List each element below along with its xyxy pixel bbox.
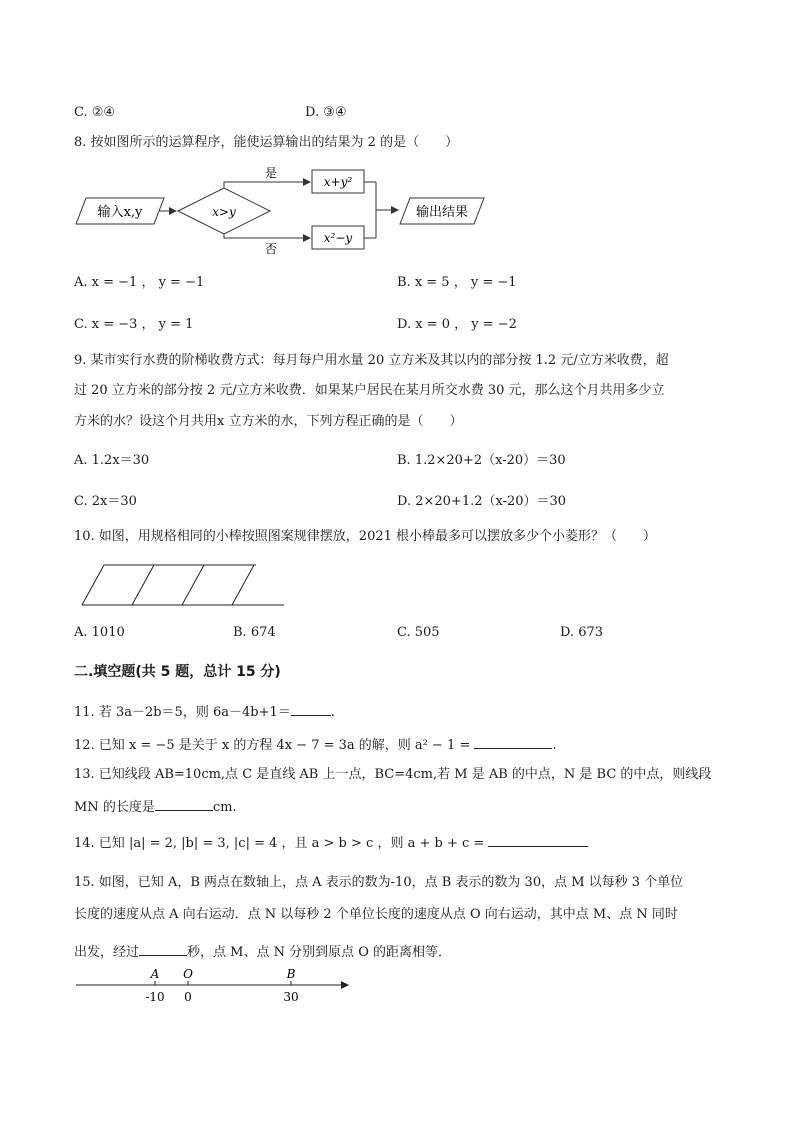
q12-answer-blank[interactable] bbox=[474, 734, 552, 749]
axis-point-b-value: 30 bbox=[283, 990, 299, 1004]
no-expr: x²−y bbox=[323, 231, 353, 245]
q8-stem: 8. 按如图所示的运算程序，能使运算输出的结果为 2 的是（ ） bbox=[74, 135, 459, 150]
q10-option-c: C. 505 bbox=[397, 625, 440, 640]
q10-option-a: A. 1010 bbox=[74, 625, 125, 640]
q15-line-2: 长度的速度从点 A 向右运动．点 N 以每秒 2 个单位长度的速度从点 O 向右运动，其中点 M、点 N 同时 bbox=[74, 907, 678, 922]
q15-line-3-b: 秒，点 M、点 N 分别到原点 O 的距离相等． bbox=[187, 945, 452, 960]
q14-text: 14. 已知 |a| = 2, |b| = 3, |c| = 4 ，且 a > b > c ，则 a + b + c = bbox=[74, 836, 485, 851]
q9-line-3: 方米的水？设这个月共用x 立方米的水，下列方程正确的是（ ） bbox=[74, 414, 463, 429]
q15-line-3 bbox=[74, 941, 451, 963]
q15-answer-blank[interactable] bbox=[139, 941, 187, 956]
q10-option-d: D. 673 bbox=[560, 625, 604, 640]
q8-option-b: B. x = 5 ， y = −1 bbox=[397, 275, 517, 290]
q8-flowchart bbox=[72, 160, 492, 256]
q12 bbox=[74, 734, 557, 756]
q9-option-a: A. 1.2x＝30 bbox=[74, 453, 150, 468]
q13-line-2 bbox=[74, 796, 237, 818]
q10-rhombus-figure bbox=[80, 562, 290, 610]
q15-number-line bbox=[72, 962, 362, 1008]
q13-answer-blank[interactable] bbox=[155, 796, 213, 811]
axis-point-a-label: A bbox=[150, 967, 160, 981]
q9-line-2: 过 20 立方米的部分按 2 元/立方米收费．如果某户居民在某月所交水费 30 元，那么这个月共用多少立 bbox=[74, 383, 665, 398]
input-label: 输入x,y bbox=[97, 205, 143, 220]
condition-label: x>y bbox=[212, 205, 236, 219]
axis-point-o-label: O bbox=[183, 967, 193, 981]
q12-end: . bbox=[552, 738, 557, 753]
yes-expr: x+y² bbox=[323, 175, 353, 189]
q15-line-3-a: 出发，经过 bbox=[74, 945, 140, 960]
output-label: 输出结果 bbox=[415, 205, 469, 220]
q9-option-d: D. 2×20+1.2（x-20）＝30 bbox=[397, 494, 567, 509]
q9-line-1: 9. 某市实行水费的阶梯收费方式：每月每户用水量 20 立方米及其以内的部分按 1.2 元/立方米收费，超 bbox=[74, 353, 669, 368]
q10-stem: 10. 如图，用规格相同的小棒按照图案规律摆放，2021 根小棒最多可以摆放多少个小菱形？（ ） bbox=[74, 529, 657, 544]
q7-option-d: D. ③④ bbox=[305, 105, 347, 120]
q11-text: 11. 若 3a－2b＝5，则 6a－4b+1＝ bbox=[74, 705, 291, 720]
q13-line-2-text: MN 的长度是 bbox=[74, 800, 155, 815]
q11-end: . bbox=[330, 705, 335, 720]
section-2-title: 二.填空题(共 5 题，总计 15 分) bbox=[74, 664, 281, 680]
q9-option-c: C. 2x＝30 bbox=[74, 494, 137, 509]
q7-option-c: C. ②④ bbox=[74, 105, 116, 120]
q9-option-b: B. 1.2×20+2（x-20）＝30 bbox=[397, 453, 566, 468]
q8-option-a: A. x = −1 ， y = −1 bbox=[74, 275, 205, 290]
q10-option-b: B. 674 bbox=[233, 625, 276, 640]
q11 bbox=[74, 701, 335, 723]
q11-answer-blank[interactable] bbox=[291, 701, 331, 716]
q13-line-1: 13. 已知线段 AB=10cm,点 C 是直线 AB 上一点，BC=4cm,若 M 是 AB 的中点，N 是 BC 的中点，则线段 bbox=[74, 767, 712, 782]
yes-label: 是 bbox=[264, 166, 278, 180]
no-label: 否 bbox=[264, 242, 278, 256]
q13-unit: cm. bbox=[212, 800, 237, 815]
axis-point-a-value: -10 bbox=[145, 990, 165, 1004]
q14-answer-blank[interactable] bbox=[488, 832, 588, 847]
q8-option-d: D. x = 0 ， y = −2 bbox=[397, 317, 517, 332]
q12-text: 12. 已知 x = −5 是关于 x 的方程 4x − 7 = 3a 的解，则 a² − 1 = bbox=[74, 738, 471, 753]
q8-option-c: C. x = −3 ， y = 1 bbox=[74, 317, 194, 332]
q15-line-1: 15. 如图，已知 A，B 两点在数轴上，点 A 表示的数为-10，点 B 表示的数为 30，点 M 以每秒 3 个单位 bbox=[74, 875, 684, 890]
axis-point-b-label: B bbox=[286, 967, 296, 981]
q14 bbox=[74, 832, 588, 854]
axis-point-o-value: 0 bbox=[184, 990, 192, 1004]
